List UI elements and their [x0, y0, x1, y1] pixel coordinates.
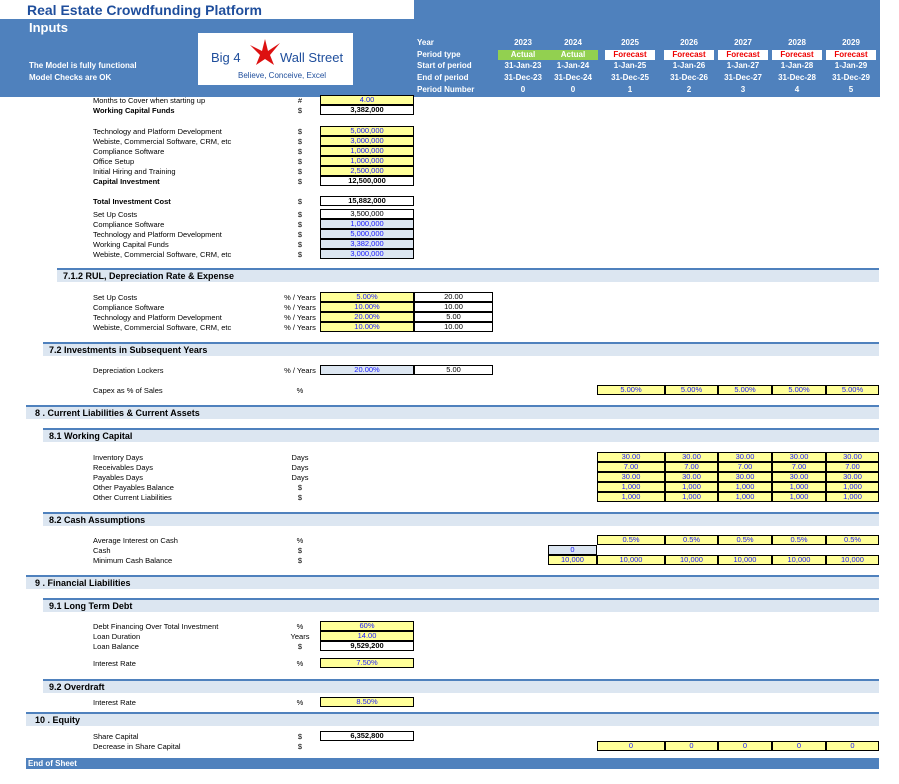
rul-years: 20.00 — [414, 292, 493, 302]
capex-input[interactable]: 5.00% — [718, 385, 772, 395]
end-cell: 31-Dec-26 — [670, 73, 708, 82]
min-cash-input[interactable]: 10,000 — [772, 555, 826, 565]
min-cash-input[interactable]: 10,000 — [718, 555, 772, 565]
min-cash-unit: $ — [297, 556, 303, 565]
months-input[interactable]: 4.00 — [320, 95, 414, 105]
loan-balance-value: 9,529,200 — [320, 641, 414, 651]
rul-unit: % / Years — [284, 323, 316, 332]
period-type-cell: Forecast — [826, 50, 876, 60]
start-cell: 1-Jan-27 — [726, 61, 760, 70]
wc-input[interactable]: 30.00 — [718, 472, 772, 482]
setup2-value: 3,500,000 — [320, 209, 414, 219]
decrease-share-label: Decrease in Share Capital — [93, 742, 181, 751]
section-7-2-header: 7.2 Investments in Subsequent Years — [43, 342, 879, 356]
eagle-icon — [248, 35, 282, 69]
tech-label: Technology and Platform Development — [93, 127, 222, 136]
wc-unit: $ — [297, 493, 303, 502]
end-cell: 31-Dec-28 — [778, 73, 816, 82]
cash-input[interactable]: 0 — [548, 545, 597, 555]
office-unit: $ — [297, 157, 303, 166]
rul-years: 5.00 — [414, 312, 493, 322]
debt-label: Debt Financing Over Total Investment — [93, 622, 219, 631]
wc-label: Payables Days — [93, 473, 144, 482]
wc-input[interactable]: 1,000 — [665, 482, 718, 492]
rul-rate-input[interactable]: 5.00% — [320, 292, 414, 302]
capex-unit: % — [296, 386, 304, 395]
web2-unit: $ — [297, 250, 303, 259]
rul-label: Technology and Platform Development — [93, 313, 222, 322]
end-cell: 31-Dec-27 — [724, 73, 762, 82]
section-9-header: 9 . Financial Liabilities — [26, 575, 879, 589]
capinv-value: 12,500,000 — [320, 176, 414, 186]
period-number-cell: 3 — [740, 85, 746, 94]
section-7-1-2-header: 7.1.2 RUL, Depreciation Rate & Expense — [57, 268, 879, 282]
comp2-label: Compliance Software — [93, 220, 165, 229]
period-number-cell: 4 — [794, 85, 800, 94]
interest-cash-label: Average Interest on Cash — [93, 536, 178, 545]
hiring-unit: $ — [297, 167, 303, 176]
tech2-value: 5,000,000 — [320, 229, 414, 239]
wcf2-unit: $ — [297, 240, 303, 249]
wc-input[interactable]: 1,000 — [597, 492, 665, 502]
decrease-share-input[interactable]: 0 — [772, 741, 826, 751]
wc-input[interactable]: 30.00 — [665, 452, 718, 462]
setup2-unit: $ — [297, 210, 303, 219]
period-type-cell: Forecast — [664, 50, 714, 60]
rul-rate-input[interactable]: 20.00% — [320, 312, 414, 322]
period-number-cell: 1 — [627, 85, 633, 94]
capex-input[interactable]: 5.00% — [772, 385, 826, 395]
year-cell: 2025 — [621, 38, 639, 47]
tech2-label: Technology and Platform Development — [93, 230, 222, 239]
end-of-sheet: End of Sheet — [26, 758, 879, 769]
end-cell: 31-Dec-24 — [554, 73, 592, 82]
wc-label: Other Current Liabilities — [93, 493, 172, 502]
hiring-label: Initial Hiring and Training — [93, 167, 176, 176]
ltd-rate-unit: % — [296, 659, 304, 668]
min-cash-input[interactable]: 10,000 — [597, 555, 665, 565]
interest-cash-input[interactable]: 0.5% — [718, 535, 772, 545]
row-label-start: Start of period — [417, 61, 472, 70]
wc-unit: Days — [291, 453, 309, 462]
office-label: Office Setup — [93, 157, 135, 166]
section-8-1-header: 8.1 Working Capital — [43, 428, 879, 442]
rul-label: Compliance Software — [93, 303, 165, 312]
debt-ratio-input[interactable]: 60% — [320, 621, 414, 631]
dep-unit: % / Years — [284, 366, 316, 375]
end-cell: 31-Dec-23 — [504, 73, 542, 82]
year-cell: 2023 — [514, 38, 532, 47]
start-cell: 31-Jan-23 — [504, 61, 542, 70]
period-number-cell: 0 — [520, 85, 526, 94]
wcf-value: 3,382,000 — [320, 105, 414, 115]
web2-label: Webiste, Commercial Software, CRM, etc — [93, 250, 232, 259]
comp-input[interactable]: 1,000,000 — [320, 146, 414, 156]
rul-years: 10.00 — [414, 302, 493, 312]
min-cash-input[interactable]: 10,000 — [665, 555, 718, 565]
tic-label: Total Investment Cost — [93, 197, 171, 206]
period-number-cell: 5 — [848, 85, 854, 94]
cash-unit: $ — [297, 546, 303, 555]
wc-input[interactable]: 30.00 — [665, 472, 718, 482]
wc-label: Receivables Days — [93, 463, 154, 472]
wc-unit: Days — [291, 463, 309, 472]
tic-unit: $ — [297, 197, 303, 206]
od-rate-label: Interest Rate — [93, 698, 136, 707]
tic-value: 15,882,000 — [320, 196, 414, 206]
comp2-value: 1,000,000 — [320, 219, 414, 229]
rul-rate-input[interactable]: 10.00% — [320, 322, 414, 332]
hiring-input[interactable]: 2,500,000 — [320, 166, 414, 176]
wc-input[interactable]: 30.00 — [772, 472, 826, 482]
wc-input[interactable]: 30.00 — [597, 452, 665, 462]
row-label-end: End of period — [417, 73, 469, 82]
capex-label: Capex as % of Sales — [93, 386, 163, 395]
web-label: Webiste, Commercial Software, CRM, etc — [93, 137, 232, 146]
interest-cash-input[interactable]: 0.5% — [772, 535, 826, 545]
wcf2-value: 3,382,000 — [320, 239, 414, 249]
start-cell: 1-Jan-29 — [834, 61, 868, 70]
start-cell: 1-Jan-25 — [613, 61, 647, 70]
months-unit: # — [297, 96, 303, 105]
wc-input[interactable]: 30.00 — [718, 452, 772, 462]
rul-label: Webiste, Commercial Software, CRM, etc — [93, 323, 232, 332]
wc-input[interactable]: 30.00 — [826, 452, 879, 462]
rul-label: Set Up Costs — [93, 293, 138, 302]
dep-years: 5.00 — [414, 365, 493, 375]
wc-input[interactable]: 1,000 — [718, 482, 772, 492]
interest-cash-input[interactable]: 0.5% — [597, 535, 665, 545]
wc-input[interactable]: 1,000 — [826, 482, 879, 492]
setup2-label: Set Up Costs — [93, 210, 138, 219]
section-8-header: 8 . Current Liabilities & Current Assets — [26, 405, 879, 419]
wcf-label: Working Capital Funds — [93, 106, 175, 115]
rul-unit: % / Years — [284, 293, 316, 302]
od-rate-unit: % — [296, 698, 304, 707]
section-8-2-header: 8.2 Cash Assumptions — [43, 512, 879, 526]
capex-input[interactable]: 5.00% — [597, 385, 665, 395]
share-capital-value: 6,352,800 — [320, 731, 414, 741]
wc-label: Inventory Days — [93, 453, 144, 462]
dep-label: Depreciation Lockers — [93, 366, 164, 375]
wc-input[interactable]: 7.00 — [718, 462, 772, 472]
office-input[interactable]: 1,000,000 — [320, 156, 414, 166]
status-functional: The Model is fully functional — [29, 61, 137, 70]
web2-value: 3,000,000 — [320, 249, 414, 259]
wc-unit: Days — [291, 473, 309, 482]
months-label: Months to Cover when starting up — [93, 96, 206, 105]
title-cell — [0, 0, 414, 19]
end-cell: 31-Dec-25 — [611, 73, 649, 82]
period-number-cell: 0 — [570, 85, 576, 94]
wcf2-label: Working Capital Funds — [93, 240, 169, 249]
loan-balance-label: Loan Balance — [93, 642, 139, 651]
rul-unit: % / Years — [284, 313, 316, 322]
decrease-share-input[interactable]: 0 — [826, 741, 879, 751]
period-type-cell: Actual — [498, 50, 548, 60]
wc-input[interactable]: 30.00 — [826, 472, 879, 482]
section-9-2-header: 9.2 Overdraft — [43, 679, 879, 693]
share-capital-label: Share Capital — [93, 732, 139, 741]
sheet-subtitle: Inputs — [29, 20, 68, 35]
interest-cash-input[interactable]: 0.5% — [665, 535, 718, 545]
ltd-rate-label: Interest Rate — [93, 659, 136, 668]
year-cell: 2026 — [680, 38, 698, 47]
od-rate-input[interactable]: 8.50% — [320, 697, 414, 707]
min-cash-label: Minimum Cash Balance — [93, 556, 173, 565]
capinv-unit: $ — [297, 177, 303, 186]
loan-duration-unit: Years — [290, 632, 310, 641]
year-cell: 2028 — [788, 38, 806, 47]
page-title: Real Estate Crowdfunding Platform — [27, 2, 262, 18]
period-number-cell: 2 — [686, 85, 692, 94]
wc-input[interactable]: 1,000 — [718, 492, 772, 502]
wc-input[interactable]: 7.00 — [772, 462, 826, 472]
tech2-unit: $ — [297, 230, 303, 239]
wc-input[interactable]: 30.00 — [597, 472, 665, 482]
year-cell: 2024 — [564, 38, 582, 47]
debt-unit: % — [296, 622, 304, 631]
decrease-share-input[interactable]: 0 — [665, 741, 718, 751]
period-type-cell: Actual — [548, 50, 598, 60]
dep-rate-input[interactable]: 20.00% — [320, 365, 414, 375]
wc-input[interactable]: 1,000 — [826, 492, 879, 502]
web-unit: $ — [297, 137, 303, 146]
decrease-share-unit: $ — [297, 742, 303, 751]
comp2-unit: $ — [297, 220, 303, 229]
wc-label: Other Payables Balance — [93, 483, 174, 492]
wc-input[interactable]: 7.00 — [665, 462, 718, 472]
capinv-label: Capital Investment — [93, 177, 160, 186]
tech-unit: $ — [297, 127, 303, 136]
ltd-rate-input[interactable]: 7.50% — [320, 658, 414, 668]
year-cell: 2029 — [842, 38, 860, 47]
start-cell: 1-Jan-26 — [672, 61, 706, 70]
tech-input[interactable]: 5,000,000 — [320, 126, 414, 136]
decrease-share-input[interactable]: 0 — [718, 741, 772, 751]
loan-duration-input[interactable]: 14.00 — [320, 631, 414, 641]
section-10-header: 10 . Equity — [26, 712, 879, 726]
section-9-1-header: 9.1 Long Term Debt — [43, 598, 879, 612]
loan-balance-unit: $ — [297, 642, 303, 651]
wc-input[interactable]: 7.00 — [826, 462, 879, 472]
share-capital-unit: $ — [297, 732, 303, 741]
period-type-cell: Forecast — [718, 50, 768, 60]
wc-unit: $ — [297, 483, 303, 492]
wcf-unit: $ — [297, 106, 303, 115]
row-label-period-type: Period type — [417, 50, 461, 59]
year-cell: 2027 — [734, 38, 752, 47]
interest-cash-input[interactable]: 0.5% — [826, 535, 879, 545]
wc-input[interactable]: 1,000 — [772, 492, 826, 502]
rul-rate-input[interactable]: 10.00% — [320, 302, 414, 312]
rul-years: 10.00 — [414, 322, 493, 332]
capex-input[interactable]: 5.00% — [826, 385, 879, 395]
loan-duration-label: Loan Duration — [93, 632, 141, 641]
web-input[interactable]: 3,000,000 — [320, 136, 414, 146]
min-cash-input[interactable]: 10,000 — [548, 555, 597, 565]
wc-input[interactable]: 1,000 — [665, 492, 718, 502]
min-cash-input[interactable]: 10,000 — [826, 555, 879, 565]
period-type-cell: Forecast — [605, 50, 655, 60]
wc-input[interactable]: 7.00 — [597, 462, 665, 472]
wc-input[interactable]: 30.00 — [772, 452, 826, 462]
status-checks: Model Checks are OK — [29, 73, 112, 82]
big4-logo: Big 4 Wall Street Believe, Conceive, Excel — [198, 33, 353, 85]
period-type-cell: Forecast — [772, 50, 822, 60]
end-cell: 31-Dec-29 — [832, 73, 870, 82]
wc-input[interactable]: 1,000 — [772, 482, 826, 492]
start-cell: 1-Jan-28 — [780, 61, 814, 70]
capex-input[interactable]: 5.00% — [665, 385, 718, 395]
rul-unit: % / Years — [284, 303, 316, 312]
cash-label: Cash — [93, 546, 111, 555]
row-label-period-number: Period Number — [417, 85, 475, 94]
wc-input[interactable]: 1,000 — [597, 482, 665, 492]
decrease-share-input[interactable]: 0 — [597, 741, 665, 751]
comp-unit: $ — [297, 147, 303, 156]
comp-label: Compliance Software — [93, 147, 165, 156]
start-cell: 1-Jan-24 — [556, 61, 590, 70]
row-label-year: Year — [417, 38, 434, 47]
interest-cash-unit: % — [296, 536, 304, 545]
